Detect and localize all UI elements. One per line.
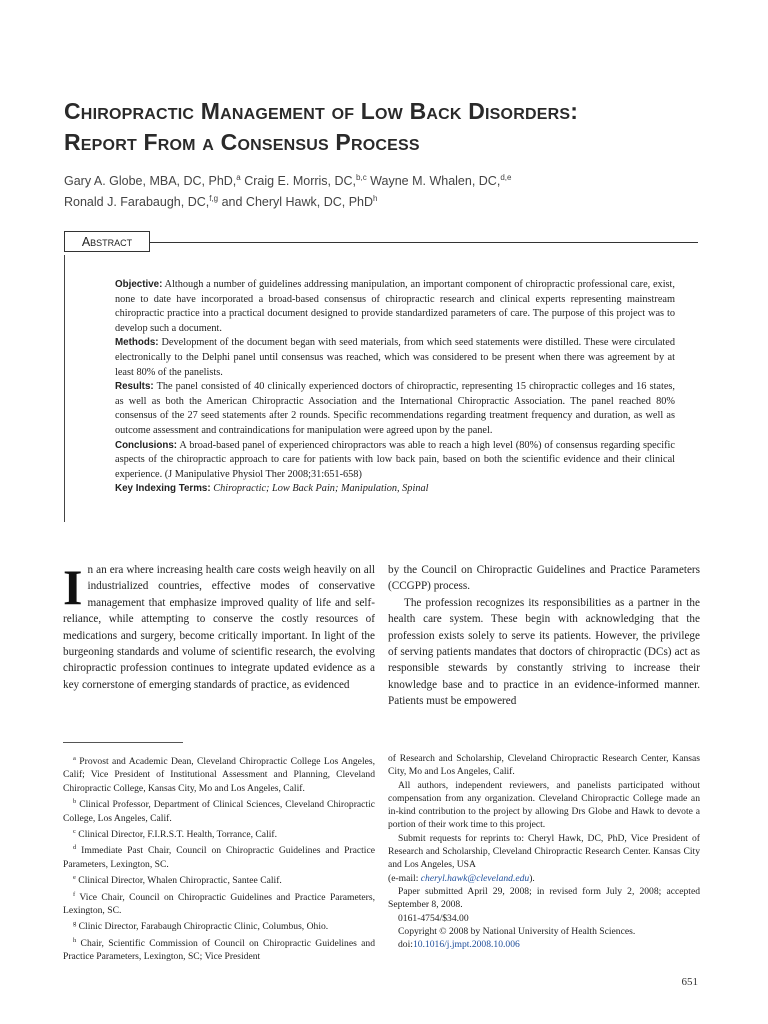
intro-paragraph <box>63 559 375 693</box>
footnote-marker: h <box>73 936 77 944</box>
conclusions-text: A broad-based panel of experienced chiropractors was able to reach a high level (80%) of consensus regarding specific aspects of the chiropractic approach to care for patients with low back pain, based on both the scientific evidence and their clinical experience. (J Manipulative Physiol Ther 2008;31:651-658) <box>115 439 675 480</box>
affiliation-marker: a <box>236 173 241 182</box>
abstract-results <box>115 380 675 438</box>
footnote-h <box>63 934 375 964</box>
body-paragraph-continued: by the Council on Chiropractic Guidelines and Practice Parameters (CCGPP) process. <box>388 564 700 593</box>
footnote-text: Clinical Director, Whalen Chiropractic, Santee Calif. <box>75 875 282 887</box>
body-paragraph: The profession recognizes its responsibilities as a partner in the health care system. These begin with acknowledging that the profession exists solely to serve its patients. However, the privilege of serving patients mandates that doctors of chiropractic (DCs) act as responsible stewards by constantly striving to increase their knowledge base and to practice in an evidence-informed manner. Patients must be empowered <box>388 596 700 708</box>
abstract-conclusions <box>115 439 675 483</box>
intro-text: n an era where increasing health care costs weigh heavily on all industrialized countries, effective modes of conservative management that emphasize improved quality of life and self-reliance, while attempting to conserve the costly resources of medications and surgery, become critically important. In light of the burgeoning standards and volume of scientific research, the evolving chiropractic profession continues to integrate updated evidence as a key cornerstone of emerging standards of practice, as evidenced <box>63 564 375 691</box>
abstract-keywords <box>115 482 675 497</box>
doi-line <box>388 938 700 951</box>
affiliation-marker: d,e <box>500 173 512 182</box>
footnote-marker: g <box>73 920 77 928</box>
affiliation-marker: f,g <box>209 194 219 204</box>
article-title <box>64 96 724 158</box>
abstract-body <box>115 278 675 497</box>
methods-label: Methods: <box>115 337 159 349</box>
footnotes-right <box>388 752 700 951</box>
abstract-heading: Abstract <box>64 231 150 252</box>
objective-label: Objective: <box>115 279 163 290</box>
body-column-right <box>388 562 700 710</box>
footnote-marker: f <box>73 890 76 898</box>
title-line-1: Chiropractic Management of Low Back Disorders: <box>64 98 579 124</box>
author-farabaugh: Ronald J. Farabaugh, DC, <box>64 195 210 210</box>
keywords-label: Key Indexing Terms: <box>115 483 211 495</box>
footnote-b <box>63 795 375 825</box>
keywords-text: Chiropractic; Low Back Pain; Manipulation, Spinal <box>210 483 429 495</box>
footnote-e <box>63 871 375 887</box>
footnote-text: Clinical Professor, Department of Clinical Sciences, Cleveland Chiropractic College, Los Angeles, Calif. <box>63 799 375 824</box>
footnotes-left <box>63 752 375 964</box>
footnote-f <box>63 888 375 918</box>
footnote-marker: a <box>73 755 76 762</box>
footnote-text: Provost and Academic Dean, Cleveland Chiropractic College Los Angeles, Calif; Vice President of Institutional Assessment and Planning, Cleveland Chiropractic College, Kansas City, Mo and Los Angeles, Calif. <box>63 756 375 794</box>
objective-text: Although a number of guidelines addressing manipulation, an important component of chiropractic professional care, exist, none to date have incorporated a broad-based consensus of chiropractic research and clinical experts representing mainstream chiropractic practice into a practical document designed to provide standardized parameters of care. The purpose of this project was to develop such a document. <box>115 279 675 334</box>
footnote-g <box>63 917 375 933</box>
footnote-text: Chair, Scientific Commission of Council on Chiropractic Guidelines and Practice Parameters, Lexington, SC; Vice President <box>63 938 375 963</box>
author-globe: Gary A. Globe, MBA, DC, PhD, <box>64 174 237 189</box>
abstract-methods <box>115 336 675 380</box>
abstract-objective <box>115 278 675 336</box>
footnote-marker: c <box>73 827 76 835</box>
author-hawk: and Cheryl Hawk, DC, PhD <box>218 195 374 210</box>
email-prefix: (e-mail: <box>388 872 421 884</box>
conclusions-label: Conclusions: <box>115 439 178 451</box>
page-number: 651 <box>681 976 698 988</box>
abstract-rule <box>150 242 698 243</box>
abstract-side-rule <box>64 255 65 522</box>
footnote-marker: e <box>73 874 76 882</box>
footnote-marker: b <box>73 798 77 806</box>
footnote-d <box>63 841 375 871</box>
footnote-text: Vice Chair, Council on Chiropractic Guidelines and Practice Parameters, Lexington, SC. <box>63 891 375 917</box>
author-list <box>64 169 724 211</box>
affiliation-marker: b,c <box>356 173 367 182</box>
doi-label: doi: <box>398 939 413 951</box>
results-text: The panel consisted of 40 clinically experienced doctors of chiropractic, representing 15 chiropractic colleges and 16 states, as well as both the American Chiropractic Association and the International Chiropractic Association. The panel reached 80% consensus of the 27 seed statements after 2 rounds. Specific recommendations regarding treatment frequency and duration, as well as outcome assessment and contraindications for manipulation were agreed upon by the panel. <box>115 381 675 436</box>
author-morris: Craig E. Morris, DC, <box>240 174 357 189</box>
body-column-left <box>63 559 375 693</box>
results-label: Results: <box>115 381 154 393</box>
email-suffix: ). <box>529 872 535 884</box>
affiliation-marker: h <box>373 194 378 204</box>
title-line-2: Report From a Consensus Process <box>64 129 420 155</box>
footnote-text: Immediate Past Chair, Council on Chiropractic Guidelines and Practice Parameters, Lexington, SC. <box>63 845 375 870</box>
copyright-line: Copyright © 2008 by National University of Health Sciences. <box>398 925 636 937</box>
footnote-marker: d <box>73 844 77 852</box>
email-line <box>388 872 700 885</box>
abstract-header <box>64 231 698 255</box>
submission-dates: Paper submitted April 29, 2008; in revised form July 2, 2008; accepted September 8, 2008. <box>388 885 700 911</box>
reprint-request-note: Submit requests for reprints to: Cheryl Hawk, DC, PhD, Vice President of Research and Scholarship, Cleveland Chiropractic Research Center. Kansas City and Los Angeles, USA <box>388 832 700 871</box>
issn-price: 0161-4754/$34.00 <box>398 912 469 924</box>
footnote-text: Clinic Director, Farabaugh Chiropractic Clinic, Columbus, Ohio. <box>76 921 329 933</box>
footnote-rule <box>63 742 183 743</box>
disclosure-note: All authors, independent reviewers, and panelists participated without compensation from any organization. Cleveland Chiropractic College made an in-kind contribution to the project by allowing Drs Globe and Hawk to devote a portion of their work time to this project. <box>388 779 700 831</box>
author-whalen: Wayne M. Whalen, DC, <box>366 174 501 189</box>
footnote-text: Clinical Director, F.I.R.S.T. Health, Torrance, Calif. <box>75 829 277 841</box>
footnote-a <box>63 752 375 795</box>
drop-cap: I <box>63 559 83 615</box>
footnote-h-continued: of Research and Scholarship, Cleveland Chiropractic Research Center, Kansas City, Mo and Los Angeles, Calif. <box>388 753 700 778</box>
footnote-c <box>63 825 375 841</box>
methods-text: Development of the document began with seed materials, from which seed statements were distilled. These were circulated electronically to the Delphi panel until consensus was reached, which was considered to be present when there was agreement by at least 80% of the panelists. <box>115 337 675 378</box>
doi-link[interactable]: 10.1016/j.jmpt.2008.10.006 <box>412 939 520 951</box>
email-link[interactable]: cheryl.hawk@cleveland.edu <box>420 872 530 884</box>
